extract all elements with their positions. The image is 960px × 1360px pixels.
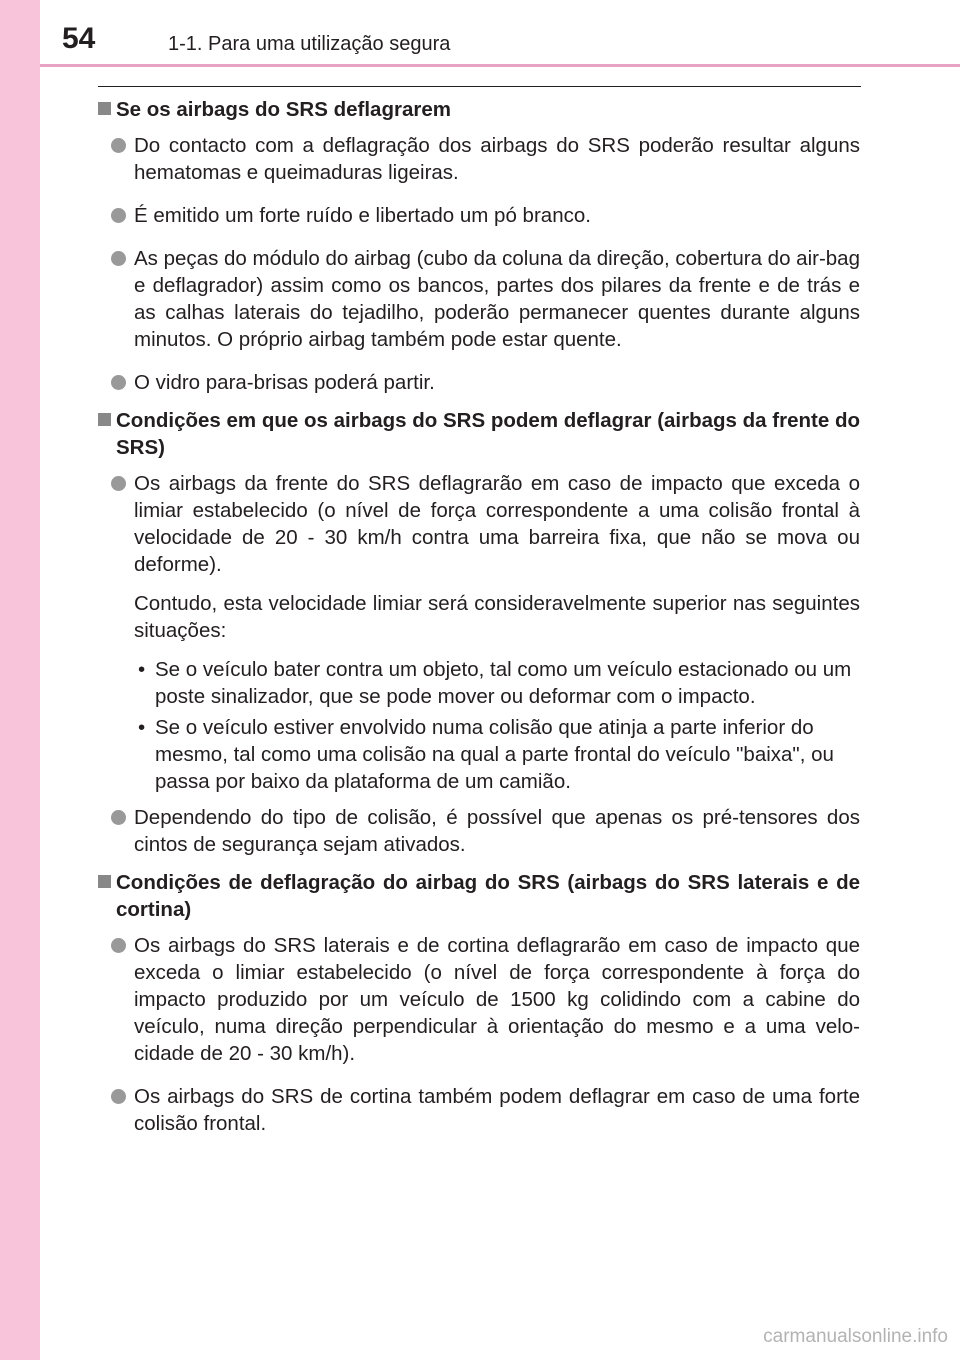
list-item-text: As peças do módulo do airbag (cubo da coluna da direção, cobertura do air-bag e deflagrador) assim como os bancos, partes dos pilares da frente e de trás e as calhas laterais do tejadilho, poderão permanecer quentes durante alguns minutos. O próprio airbag também pode estar quente. (134, 247, 860, 351)
section-heading (98, 407, 860, 461)
sub-list-item-text: Se o veículo bater contra um objeto, tal como um veículo estacionado ou um poste sinalizador, que se pode mover ou deformar com o impacto. (155, 658, 852, 708)
square-bullet-icon (98, 875, 111, 888)
watermark-link[interactable]: carmanualsonline.info (763, 1326, 948, 1347)
bullet-dot-icon: • (138, 716, 146, 739)
list-item-text: Dependendo do tipo de colisão, é possível que apenas os pré-tensores dos cintos de segurança sejam ativados. (134, 806, 860, 856)
circle-bullet-icon (111, 375, 126, 390)
content-top-rule (98, 86, 861, 87)
section-title: 1-1. Para uma utilização segura (168, 33, 451, 55)
sub-list-item-text: Se o veículo estiver envolvido numa colisão que atinja a parte inferior do mesmo, tal como uma colisão na qual a parte frontal do veículo "baixa", ou passa por baixo da plataforma de um camião. (155, 716, 834, 793)
list-item (98, 470, 860, 578)
circle-bullet-icon (111, 1089, 126, 1104)
section-heading-text: Condições de deflagração do airbag do SRS (airbags do SRS laterais e de cortina) (116, 871, 860, 921)
list-item-text: Os airbags da frente do SRS deflagrarão em caso de impacto que exceda o limiar estabelecido (o nível de força correspondente a uma colisão frontal à velocidade de 20 - 30 km/h contra uma barreira fixa, que não se mova ou deforme). (134, 472, 860, 576)
list-item-text: Os airbags do SRS de cortina também podem deflagrar em caso de uma forte colisão frontal. (134, 1085, 860, 1135)
list-item-text: É emitido um forte ruído e libertado um pó branco. (134, 204, 591, 227)
circle-bullet-icon (111, 208, 126, 223)
bullet-dot-icon: • (138, 658, 146, 681)
list-item (98, 369, 860, 396)
section-heading-text: Se os airbags do SRS deflagrarem (116, 98, 451, 121)
square-bullet-icon (98, 413, 111, 426)
circle-bullet-icon (111, 810, 126, 825)
section-heading-text: Condições em que os airbags do SRS podem deflagrar (airbags da frente do SRS) (116, 409, 860, 459)
side-color-strip (0, 0, 40, 1360)
list-item-text: Do contacto com a deflagração dos airbags do SRS poderão resultar alguns hematomas e queimaduras ligeiras. (134, 134, 860, 184)
list-item (98, 932, 860, 1067)
list-item-text: O vidro para-brisas poderá partir. (134, 371, 435, 394)
page-content (98, 96, 860, 1137)
circle-bullet-icon (111, 138, 126, 153)
circle-bullet-icon (111, 938, 126, 953)
circle-bullet-icon (111, 251, 126, 266)
page-number: 54 (62, 22, 96, 55)
list-item (98, 804, 860, 858)
list-item (98, 132, 860, 186)
list-item (98, 202, 860, 229)
list-item-text: Os airbags do SRS laterais e de cortina deflagrarão em caso de impacto que exceda o limiar estabelecido (o nível de força correspondente à força do impacto produzido por um veículo de 1500 kg colidindo com a cabine do veículo, numa direção perpendicular à orientação do mesmo e a uma velo-cidade de 20 - 30 km/h). (134, 934, 860, 1065)
square-bullet-icon (98, 102, 111, 115)
section-heading (98, 869, 860, 923)
sub-list-item (98, 656, 860, 710)
paragraph: Contudo, esta velocidade limiar será consideravelmente superior nas seguintes situações: (134, 592, 860, 642)
list-item (98, 245, 860, 353)
sub-list-item (98, 714, 860, 795)
circle-bullet-icon (111, 476, 126, 491)
header-divider (40, 64, 960, 67)
list-item (98, 1083, 860, 1137)
section-heading (98, 96, 860, 123)
